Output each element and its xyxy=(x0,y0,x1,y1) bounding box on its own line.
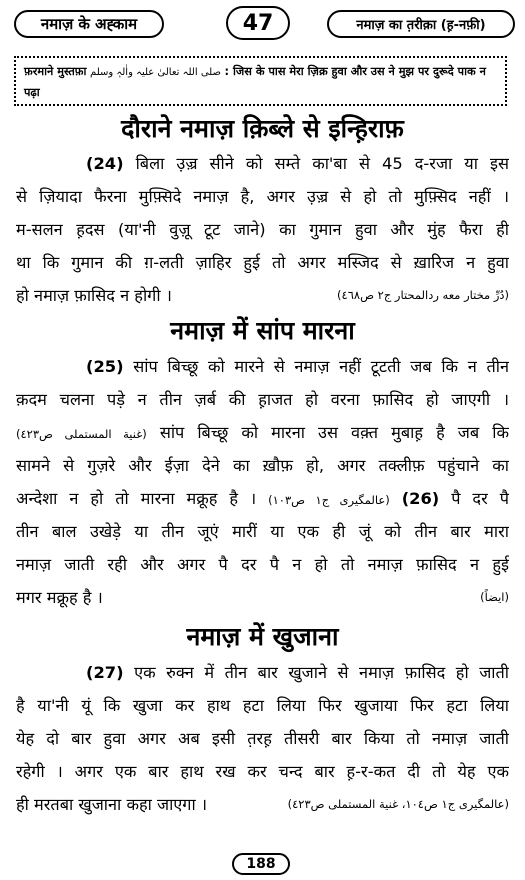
text-line: रहेगी । अगर एक बार हाथ रख कर चन्द बार ह़-र-कत दी तो येह एक xyxy=(16,762,509,781)
text-line: क़दम चलना पड़े न तीन ज़र्ब की ह़ाजत हो वरना फ़ासिद हो जाएगी । xyxy=(16,390,509,409)
text-line: (25) सांप बिच्छू को मारने से नमाज़ नहीं टूटती जब कि न तीन xyxy=(86,357,509,376)
text-line: म-सलन ह़दस (या'नी वुज़ू टूट जाने) का गुमान हुवा और मुंह फैरा ही xyxy=(16,220,509,239)
text-line: सामने से गुज़रे और ईज़ा देने का ख़ौफ़ हो, अगर तक्लीफ़ पहुंचाने का xyxy=(16,456,509,475)
paragraph-number: (25) xyxy=(86,357,124,376)
section-heading: नमाज़ में सांप मारना xyxy=(170,316,355,345)
text-line: ही मरतबा खुजाना कहा जाएगा । (عالمگیری ج١ ص١٠٤، غنية المستملى ص٤٢٣) xyxy=(16,788,509,821)
hadith-line-2 xyxy=(24,103,497,106)
paragraph-25 xyxy=(16,350,509,614)
section-heading: नमाज़ में खुजाना xyxy=(186,622,339,651)
hadith-text-1: : जिस के पास मेरा ज़िक्र हुवा और उस ने मुझ पर दुरूदे पाक न पढ़ा xyxy=(24,65,486,99)
paragraph-number: (26) xyxy=(401,489,440,508)
section-heading: दौराने नमाज़ क़िब्ले से इन्ह़िराफ़ xyxy=(121,114,404,143)
reference: (ایضاً) xyxy=(480,590,509,604)
paragraph-number: (27) xyxy=(86,663,124,682)
hadith-line-1 xyxy=(24,62,497,103)
text-line: था कि गुमान की ग़-लती ज़ाहिर हुई तो अगर मस्जिद से ख़ारिज न हुवा xyxy=(16,253,509,272)
page-header xyxy=(0,6,525,46)
salawat-text: صلی اللہ تعالیٰ علیہ واٰلہٖ وسلم xyxy=(90,67,221,78)
reference: (دُرِّ مختار معه ردالمحتار ج٢ ص٤٦٨) xyxy=(337,288,509,302)
text-line: (24) बिला उ़ज़्र सीने को सम्ते का'बा से 45 द-रजा या इस xyxy=(86,154,509,173)
text-line: येह दो बार हुवा अगर अब इसी त़रह़ तीसरी बार किया तो नमाज़ जाती xyxy=(16,729,509,748)
text-line: (غنية المستملى ص٤٢٣) सांप बिच्छू को मारना उस वक़्त मुबाह़ है जब कि xyxy=(16,423,509,442)
paragraph-24 xyxy=(16,147,509,312)
book-title-badge: नमाज़ के अह्काम xyxy=(14,10,164,38)
text-line: अन्देशा न हो तो मारना मक्रूह है । (عالمگیری ج١ ص١٠٣) (26) पै दर पै xyxy=(16,489,509,508)
reference: (عالمگیری ج١ ص١٠٤، غنية المستملى ص٤٢٣) xyxy=(287,797,509,811)
paragraph-number: (24) xyxy=(86,154,124,173)
text-line: नमाज़ जाती रही और अगर पै दर पै न हो तो नमाज़ फ़ासिद न हुई xyxy=(16,555,509,574)
text-line: है या'नी यूं कि खुजा कर हाथ हटा लिया फिर खुजाया फिर हटा लिया xyxy=(16,696,509,715)
text-line: से ज़ियादा फैरना मुफ़्सिदे नमाज़ है, अगर उ़ज़्र से हो तो मुफ़्सिद नहीं । xyxy=(16,187,509,206)
reference: (غنية المستملى ص٤٢٣) xyxy=(16,427,147,441)
text-line: (27) एक रुक्न में तीन बार खुजाने से नमाज़ फ़ासिद हो जाती xyxy=(86,663,509,682)
chapter-title-badge: नमाज़ का त़रीक़ा (ह़-नफ़ी) xyxy=(327,10,515,38)
text-line: हो नमाज़ फ़ासिद न होगी । (دُرِّ مختار معه ردالمحتار ج٢ ص٤٦٨) xyxy=(16,279,509,312)
text-line: मगर मक्रूह है । (ایضاً) xyxy=(16,581,509,614)
hadith-label: फ़रमाने मुस्तफ़ा xyxy=(24,65,87,78)
footer-page-number: 188 xyxy=(232,853,290,875)
paragraph-27 xyxy=(16,656,509,821)
hadith-box xyxy=(14,56,507,106)
text-line: तीन बाल उखेड़े या तीन जूएं मारीं या एक ही जूं को तीन बार मारा xyxy=(16,522,509,541)
page-number-badge: 47 xyxy=(226,6,290,40)
reference: (عالمگیری ج١ ص١٠٣) xyxy=(268,493,390,507)
